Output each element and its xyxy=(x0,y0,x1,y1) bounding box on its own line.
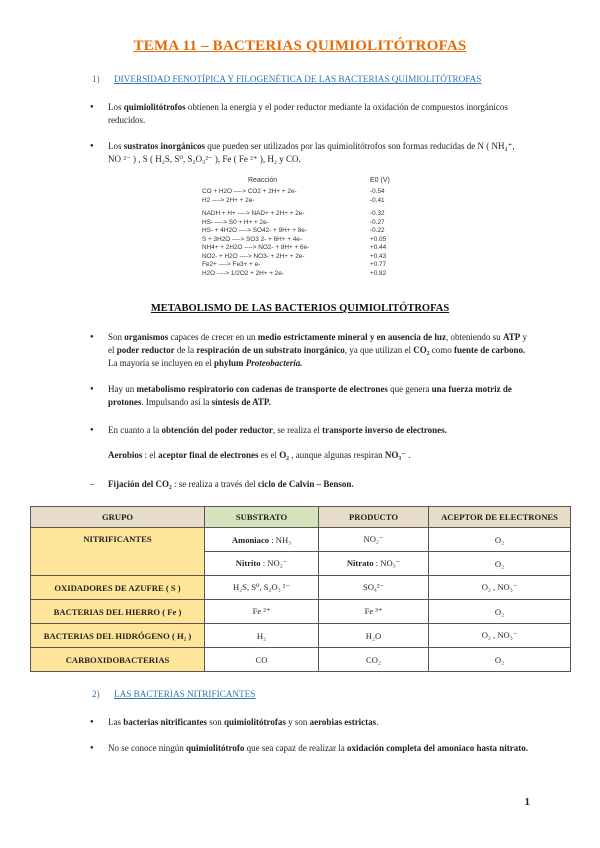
e0-header: E0 (V) xyxy=(370,177,390,184)
acceptor-cell: O₂ xyxy=(429,552,571,576)
col-header-producto: PRODUCTO xyxy=(319,507,429,528)
page-number: 1 xyxy=(524,796,530,808)
product-cell: H₂O xyxy=(319,624,429,648)
substrate-cell: H₂ xyxy=(205,624,319,648)
acceptor-cell: O₂ xyxy=(429,600,571,624)
reaction-row: S + 3H2O ----> SO3 2- + 6H+ + 4e- +0.05 xyxy=(202,235,387,243)
section-1-number: 1) xyxy=(92,74,100,84)
reaction-header: Reacción xyxy=(248,177,278,184)
reaction-potential-table xyxy=(200,177,400,292)
section-2-number: 2) xyxy=(92,689,100,699)
bullet-metabolismo-respiratorio: ● Hay un metabolismo respiratorio con cadenas de transporte de electrones que genera una fuerza motriz de protones. Impulsando así la síntesis de ATP. xyxy=(108,383,528,409)
acceptor-cell: O₂ , NO₃⁻ xyxy=(429,576,571,600)
acceptor-cell: O₂ xyxy=(429,528,571,552)
reaction-row: Fe2+ ----> Fe3+ + e- +0.77 xyxy=(202,261,387,268)
bullet-quimiolitotrofos: ● Los quimiolitótrofos obtienen la energía y el poder reductor mediante la oxidación de compuestos inorgánicos reducidos. xyxy=(108,101,528,127)
table-header-row xyxy=(31,507,571,528)
table-row xyxy=(31,600,571,624)
reaction-row: HS- ----> S0 + H+ + 2e- -0.27 xyxy=(202,218,385,226)
bullet-poder-reductor: ● En cuanto a la obtención del poder reductor, se realiza el transporte inverso de electrones. xyxy=(108,424,528,437)
product-cell: NO₂⁻ xyxy=(319,528,429,552)
bullet-oxidacion-completa: ● No se conoce ningún quimiolitótrofo que sea capaz de realizar la oxidación completa del amoniaco hasta nitrato. xyxy=(108,742,528,755)
reaction-row: HS- + 4H2O ----> SO42- + 9H+ + 8e- -0.22 xyxy=(202,227,385,234)
col-header-substrato: SUBSTRATO xyxy=(205,507,319,528)
bullet-organismos: ● Son organismos capaces de crecer en un medio estrictamente mineral y en ausencia de luz, obteniendo su ATP y el poder reductor de la respiración de un substrato inorgánico, ya que utilizan el CO₂ como fuente de carbono. La mayoría se incluyen en el phylum Proteobacteria. xyxy=(108,331,528,370)
reaction-row: NO2- + H2O ----> NO3- + 2H+ + 2e- +0.43 xyxy=(202,252,387,260)
acceptor-cell: O₂ xyxy=(429,648,571,672)
substrate-cell: Amoniaco : NH₃ xyxy=(205,528,319,552)
reaction-row: NADH + H+ ----> NAD+ + 2H+ + 2e- -0.32 xyxy=(202,210,385,217)
reaction-row: H2 ----> 2H+ + 2e- -0.41 xyxy=(202,196,385,204)
section-2-title: LAS BACTERIAS NITRIFICANTES xyxy=(114,689,256,699)
section-1-title: DIVERSIDAD FENOTÍPICA Y FILOGENÉTICA DE LAS BACTERIAS QUIMIOLITÓTROFAS xyxy=(114,74,482,84)
bullet-sustratos: ● Los sustratos inorgánicos que pueden ser utilizados por las quimiolitótrofos son formas reducidas de N ( NH₄⁺, NO ²⁻ ) , S ( H₂S, S⁰, S₂O₃²⁻ ), Fe ( Fe ²⁺ ), H₂ y CO. xyxy=(108,140,528,166)
bullet-fijacion-co2: – Fijación del CO₂ : se realiza a través del ciclo de Calvin – Benson. xyxy=(108,478,528,491)
acceptor-cell: O₂ , NO₃⁻ xyxy=(429,624,571,648)
group-cell: NITRIFICANTES xyxy=(31,528,205,576)
substrate-cell: Fe ²⁺ xyxy=(205,600,319,624)
section-2-heading[interactable] xyxy=(92,689,255,699)
table-row xyxy=(31,648,571,672)
group-cell: BACTERIAS DEL HIERRO ( Fe ) xyxy=(31,600,205,624)
group-cell: OXIDADORES DE AZUFRE ( S ) xyxy=(31,576,205,600)
substrate-cell: H₂S, S⁰, S₂O₃ ²⁻ xyxy=(205,576,319,600)
product-cell: SO₄²⁻ xyxy=(319,576,429,600)
product-cell: CO₂ xyxy=(319,648,429,672)
aerobios-note: Aerobios : el aceptor final de electrones es el O₂ , aunque algunas respiran NO₃⁻ . xyxy=(108,450,411,460)
reaction-row: CO + H2O ----> CO2 + 2H+ + 2e- -0.54 xyxy=(202,188,385,195)
table-row xyxy=(31,528,571,552)
group-cell: BACTERIAS DEL HIDRÓGENO ( H₂ ) xyxy=(31,624,205,648)
chemolithotroph-table xyxy=(30,506,571,672)
product-cell: Nitrato : NO₃⁻ xyxy=(319,552,429,576)
substrate-cell: CO xyxy=(205,648,319,672)
section-1-heading[interactable] xyxy=(92,74,481,84)
reaction-row: NH4+ + 2H2O ----> NO2- + 8H+ + 6e- +0.44 xyxy=(202,244,387,251)
page-title: TEMA 11 – BACTERIAS QUIMIOLITÓTROFAS xyxy=(133,38,467,54)
group-cell: CARBOXIDOBACTERIAS xyxy=(31,648,205,672)
col-header-grupo: GRUPO xyxy=(31,507,205,528)
col-header-aceptor: ACEPTOR DE ELECTRONES xyxy=(429,507,571,528)
reaction-row: H2O ----> 1/2O2 + 2H+ + 2e- +0.82 xyxy=(202,269,387,277)
table-row xyxy=(31,624,571,648)
substrate-cell: Nitrito : NO₂⁻ xyxy=(205,552,319,576)
product-cell: Fe ³⁺ xyxy=(319,600,429,624)
metabolism-subtitle: METABOLISMO DE LAS BACTERIOS QUIMIOLITÓTROFAS xyxy=(150,303,450,314)
bullet-nitrificantes: ● Las bacterias nitrificantes son quimiolitótrofas y son aerobias estrictas. xyxy=(108,716,528,729)
table-row xyxy=(31,576,571,600)
